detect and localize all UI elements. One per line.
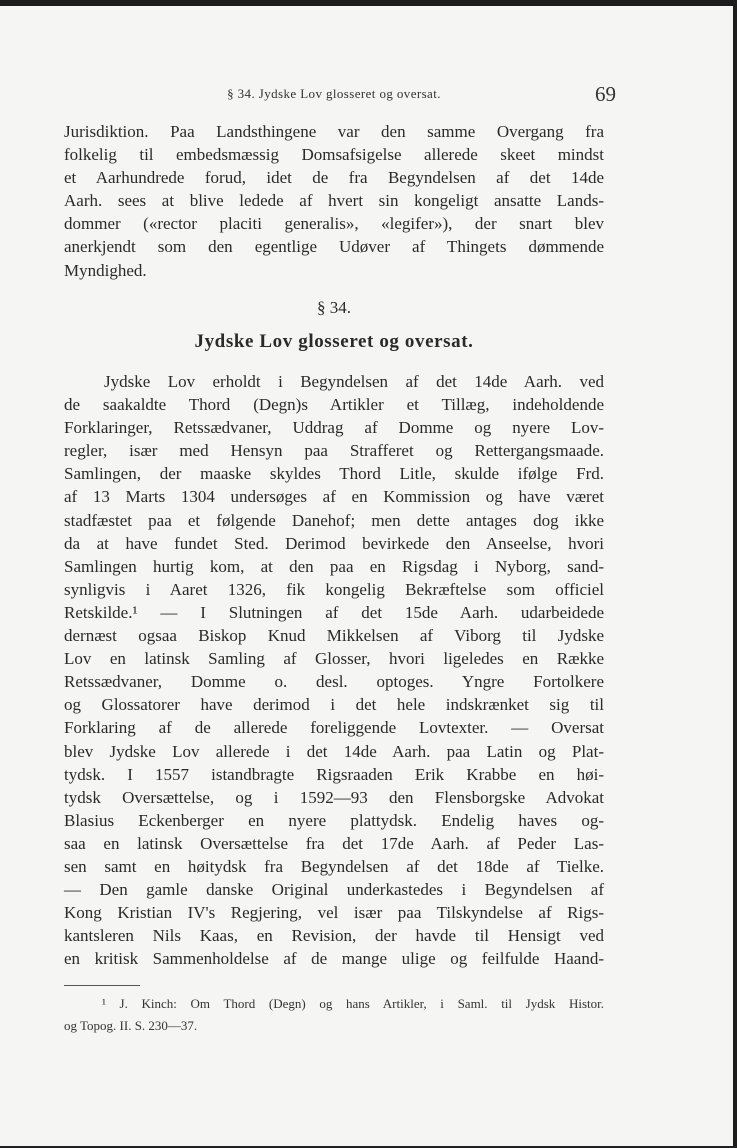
text-line: stadfæstet paa et følgende Danehof; men dette antages dog ikke	[64, 510, 604, 530]
right-border	[733, 0, 737, 1148]
text-line: folkelig til embedsmæssig Domsafsigelse allerede skeet mindst	[64, 145, 604, 165]
text-line: Blasius Eckenberger en nyere plattydsk. Endelig haves og-	[64, 810, 604, 830]
text-line: Retssædvaner, Domme o. desl. optoges. Yngre Fortolkere	[64, 672, 604, 692]
text-line: dernæst ogsaa Biskop Knud Mikkelsen af Viborg til Jydske	[64, 626, 604, 646]
text-line: Lov en latinsk Samling af Glosser, hvori ligeledes en Række	[64, 649, 604, 669]
text-line: tydsk. I 1557 istandbragte Rigsraaden Erik Krabbe en høi-	[64, 764, 604, 784]
text-line: Jurisdiktion. Paa Landsthingene var den samme Overgang fra	[64, 122, 604, 141]
text-line: Jydske Lov erholdt i Begyndelsen af det 14de Aarh. ved	[104, 372, 604, 391]
text-line: tydsk Oversættelse, og i 1592—93 den Flensborgske Advokat	[64, 787, 604, 807]
text-line: sen samt en høitydsk fra Begyndelsen af det 18de af Tielke.	[64, 856, 604, 876]
text-line: de saakaldte Thord (Degn)s Artikler et Tillæg, indeholdende	[64, 395, 604, 415]
paragraph-1	[64, 120, 604, 282]
text-line: en kritisk Sammenholdelse af de mange ulige og feilfulde Haand-	[64, 949, 604, 969]
footnote	[64, 993, 604, 1037]
text-line: Forklaringer, Retssædvaner, Uddrag af Domme og nyere Lov-	[64, 418, 604, 438]
top-border	[0, 0, 737, 6]
text-line: af 13 Marts 1304 undersøges af en Kommission og have været	[64, 487, 604, 507]
text-line: blev Jydske Lov allerede i det 14de Aarh. paa Latin og Plat-	[64, 741, 604, 761]
footnote-line: og Topog. II. S. 230—37.	[64, 1018, 198, 1033]
text-line: Myndighed.	[64, 260, 147, 280]
text-line: saa en latinsk Oversættelse fra det 17de Aarh. af Peder Las-	[64, 833, 604, 853]
text-line: Forklaring af de allerede foreliggende Lovtexter. — Oversat	[64, 718, 604, 738]
text-line: kantsleren Nils Kaas, en Revision, der havde til Hensigt ved	[64, 926, 604, 946]
text-line: anerkjendt som den egentlige Udøver af Thingets dømmende	[64, 237, 604, 257]
footnote-line: ¹ J. Kinch: Om Thord (Degn) og hans Artikler, i Saml. til Jydsk Histor.	[102, 996, 604, 1011]
text-line: regler, især med Hensyn paa Strafferet og Rettergangsmaade.	[64, 441, 604, 461]
section-number: § 34.	[317, 298, 351, 317]
text-line: dommer («rector placiti generalis», «legifer»), der snart blev	[64, 214, 604, 234]
running-head-title: § 34. Jydske Lov glosseret og oversat.	[227, 86, 441, 101]
text-line: da at have fundet Sted. Derimod bevirkede den Anseelse, hvori	[64, 533, 604, 553]
text-line: Aarh. sees at blive ledede af hvert sin kongeligt ansatte Lands-	[64, 191, 604, 211]
text-line: og Glossatorer have derimod i det hele indskrænket sig til	[64, 695, 604, 715]
section-title: Jydske Lov glosseret og oversat.	[194, 331, 474, 352]
text-line: Samlingen hurtig kom, at den paa en Rigsdag i Nyborg, sand-	[64, 556, 604, 576]
text-line: Kong Kristian IV's Regjering, vel især paa Tilskyndelse af Rigs-	[64, 903, 604, 923]
running-head	[64, 82, 616, 108]
footnote-rule	[64, 985, 140, 986]
paragraph-2	[64, 370, 604, 970]
text-line: synligvis i Aaret 1326, fik kongelig Bekræftelse som officiel	[64, 579, 604, 599]
page-number: 69	[595, 82, 616, 106]
text-line: et Aarhundrede forud, idet de fra Begyndelsen af det 14de	[64, 168, 604, 188]
text-line: — Den gamle danske Original underkastedes i Begyndelsen af	[64, 880, 604, 900]
text-line: Retskilde.¹ — I Slutningen af det 15de Aarh. udarbeidede	[64, 602, 604, 622]
text-line: Samlingen, der maaske skyldes Thord Litle, skulde ifølge Frd.	[64, 464, 604, 484]
